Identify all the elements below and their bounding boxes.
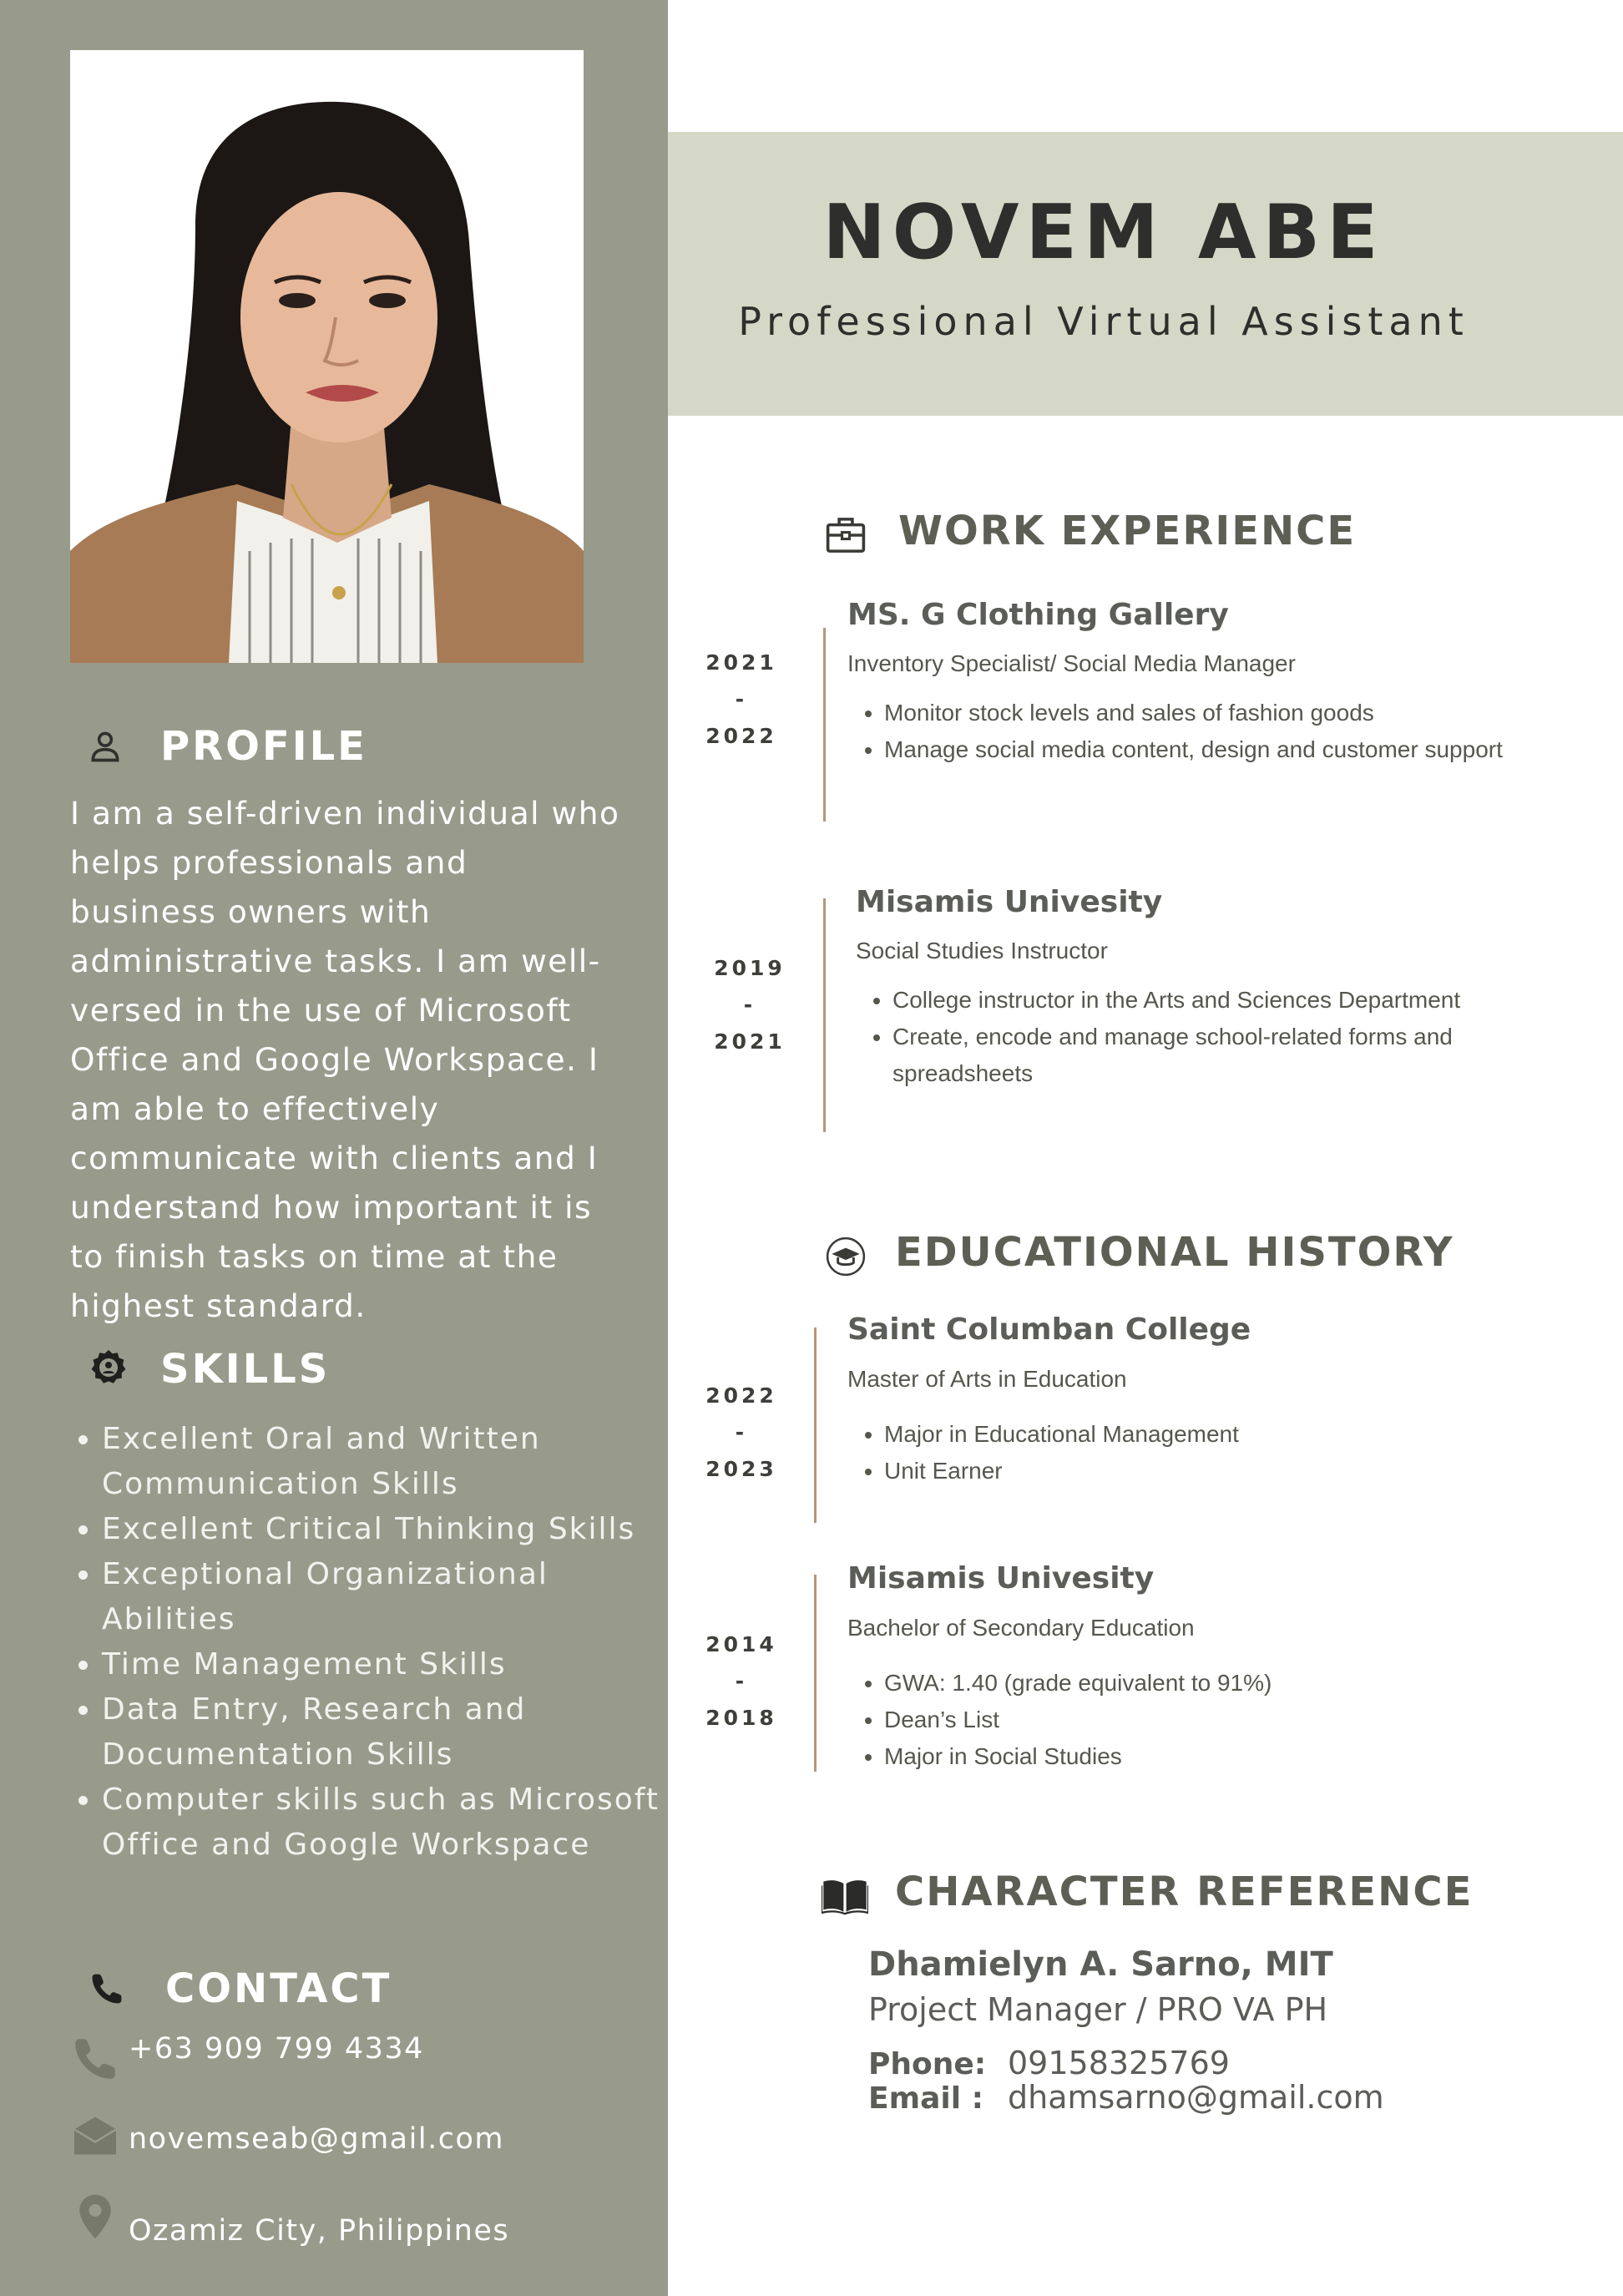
entry-organization: Misamis Univesity xyxy=(856,885,1163,919)
reference-email-label: Email : xyxy=(868,2081,984,2116)
location-pin-icon xyxy=(70,2187,120,2246)
candidate-name: NOVEM ABE xyxy=(822,189,1385,276)
timeline-line xyxy=(814,1328,817,1523)
reference-role: Project Manager / PRO VA PH xyxy=(868,1991,1328,2028)
year-end: 2023 xyxy=(705,1457,777,1481)
year-start: 2019 xyxy=(714,956,786,980)
year-dash: - xyxy=(735,1669,748,1693)
year-end: 2022 xyxy=(705,724,777,748)
year-dash: - xyxy=(735,687,748,711)
envelope-icon xyxy=(70,2111,120,2161)
entry-position: Master of Arts in Education xyxy=(847,1366,1127,1392)
person-icon xyxy=(87,728,124,765)
phone-icon xyxy=(70,2034,120,2084)
profile-summary: I am a self-driven individual who helps professionals and business owners with administrative tasks. I am well-versed in the use of Microsoft Office and Google Workspace. I am able to effectively communicate with clients and I understand how important it is to finish tasks on time at the highest standard. xyxy=(70,795,620,1324)
entry-bullets xyxy=(847,695,1519,768)
gear-badge-icon xyxy=(88,1348,129,1388)
entry-position: Bachelor of Secondary Education xyxy=(847,1615,1195,1641)
bullet-item: • Dean’s List xyxy=(884,1702,1519,1738)
skill-item: • Data Entry, Research and Documentation Skills xyxy=(102,1687,670,1778)
contact-email-text: novemseab@gmail.com xyxy=(129,2122,504,2156)
profile-heading: PROFILE xyxy=(160,723,367,770)
entry-organization: MS. G Clothing Gallery xyxy=(847,598,1229,632)
skill-item: • Excellent Oral and Written Communication Skills xyxy=(102,1417,670,1507)
open-book-icon xyxy=(822,1875,868,1915)
education-heading: EDUCATIONAL HISTORY xyxy=(895,1229,1454,1276)
bullet-item: • GWA: 1.40 (grade equivalent to 91%) xyxy=(884,1665,1519,1702)
contact-location xyxy=(70,2187,510,2248)
contact-email xyxy=(70,2111,504,2161)
bullet-item: • Unit Earner xyxy=(884,1453,1519,1489)
candidate-title: Professional Virtual Assistant xyxy=(738,299,1469,344)
reference-heading: CHARACTER REFERENCE xyxy=(895,1869,1474,1915)
year-end: 2018 xyxy=(705,1706,777,1730)
bullet-item: • Monitor stock levels and sales of fashion goods xyxy=(884,695,1519,731)
reference-phone: 09158325769 xyxy=(1008,2045,1230,2081)
entry-years xyxy=(700,645,783,755)
skill-item: • Exceptional Organizational Abilities xyxy=(102,1552,670,1642)
bullet-item: • Manage social media content, design and customer support xyxy=(884,731,1519,768)
year-dash: - xyxy=(743,993,756,1017)
entry-position: Social Studies Instructor xyxy=(856,938,1108,963)
entry-years xyxy=(700,1378,783,1488)
reference-email: dhamsarno@gmail.com xyxy=(1008,2079,1384,2116)
reference-phone-label: Phone: xyxy=(868,2047,987,2081)
entry-years xyxy=(708,950,791,1060)
work-heading: WORK EXPERIENCE xyxy=(898,508,1357,554)
profile-photo xyxy=(70,50,584,663)
contact-heading: CONTACT xyxy=(165,1965,392,2012)
timeline-line xyxy=(823,898,826,1132)
contact-location-text: Ozamiz City, Philippines xyxy=(129,2214,510,2248)
reference-name: Dhamielyn A. Sarno, MIT xyxy=(868,1945,1333,1984)
graduation-cap-icon xyxy=(825,1236,867,1277)
year-dash: - xyxy=(735,1420,748,1444)
sidebar xyxy=(0,0,668,2296)
skill-item: • Time Management Skills xyxy=(102,1642,670,1687)
entry-bullets xyxy=(856,982,1494,1092)
bullet-item: • Create, encode and manage school-related forms and spreadsheets xyxy=(892,1019,1494,1092)
phone-icon xyxy=(88,1970,125,2007)
skill-item: • Computer skills such as Microsoft Office and Google Workspace xyxy=(102,1778,670,1868)
skills-heading: SKILLS xyxy=(160,1346,331,1393)
timeline-line xyxy=(814,1575,817,1772)
entry-bullets xyxy=(847,1665,1519,1775)
skills-list xyxy=(70,1417,670,1868)
year-start: 2022 xyxy=(705,1383,777,1408)
skill-item: • Excellent Critical Thinking Skills xyxy=(102,1507,670,1552)
entry-organization: Misamis Univesity xyxy=(847,1561,1155,1596)
year-end: 2021 xyxy=(714,1029,786,1054)
contact-phone xyxy=(70,2032,424,2084)
entry-organization: Saint Columban College xyxy=(847,1312,1251,1347)
bullet-item: • Major in Educational Management xyxy=(884,1416,1519,1453)
entry-position: Inventory Specialist/ Social Media Manager xyxy=(847,650,1296,676)
header-band xyxy=(668,132,1623,416)
bullet-item: • Major in Social Studies xyxy=(884,1738,1519,1775)
entry-years xyxy=(700,1626,783,1737)
bullet-item: • College instructor in the Arts and Sciences Department xyxy=(892,982,1494,1019)
portrait-image xyxy=(70,50,584,663)
contact-phone-text: +63 909 799 4334 xyxy=(129,2032,424,2066)
year-start: 2021 xyxy=(705,650,777,675)
timeline-line xyxy=(823,628,826,822)
year-start: 2014 xyxy=(705,1632,777,1656)
entry-bullets xyxy=(847,1416,1519,1489)
briefcase-icon xyxy=(823,513,868,558)
